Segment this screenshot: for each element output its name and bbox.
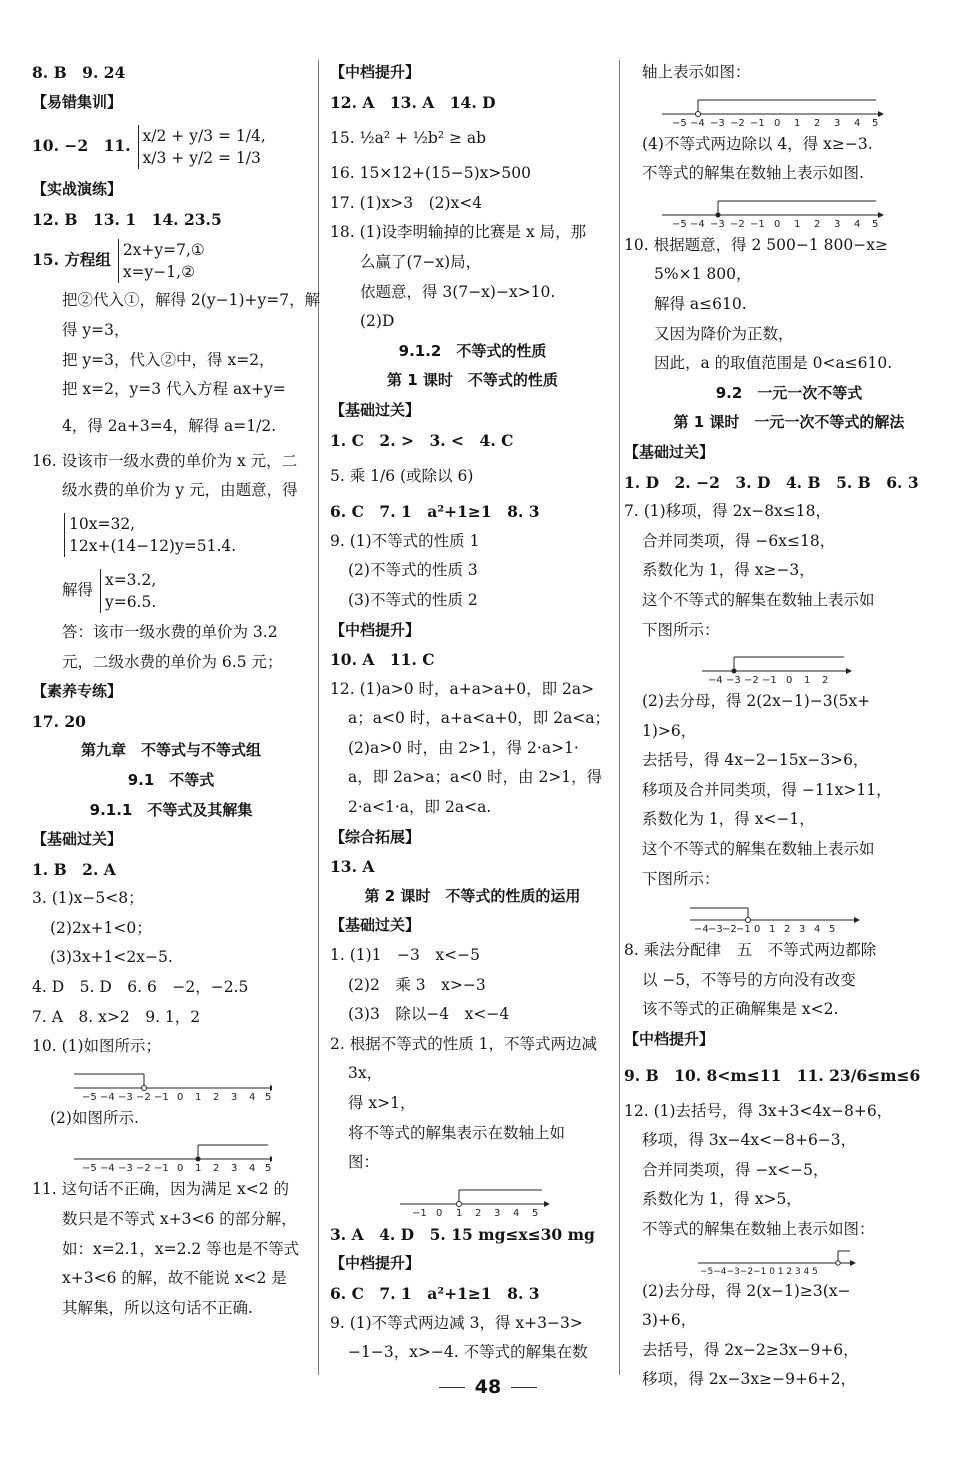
svg-text:0: 0 (177, 1091, 184, 1103)
answer-line: 轴上表示如图： (642, 63, 751, 81)
svg-text:4: 4 (854, 218, 861, 230)
answer-line: −1−3，x>−4. 不等式的解集在数 (348, 1343, 588, 1362)
equation-system (118, 239, 205, 283)
svg-text:1: 1 (456, 1207, 463, 1219)
svg-text:4: 4 (513, 1207, 520, 1219)
svg-text:−4: −4 (708, 675, 723, 687)
svg-text:−2: −2 (136, 1163, 151, 1175)
answer-line: 去括号，得 2x−2≥3x−9+6， (642, 1340, 859, 1359)
answer-line: (3)不等式的性质 2 (348, 590, 478, 609)
equation: x/3 + y/2 = 1/3 (142, 149, 261, 168)
answer-line: 得 y=3， (62, 320, 130, 339)
answer-line: 1. C 2. > 3. < 4. C (330, 430, 514, 450)
answer-line: 把 x=2，y=3 代入方程 ax+y= (62, 380, 286, 399)
svg-text:2: 2 (784, 924, 791, 936)
number-line-figure (624, 88, 954, 130)
answer-line: 其解集，所以这句话不正确. (62, 1298, 253, 1317)
answer-line: (4)不等式两边除以 4，得 x≥−3. (642, 134, 873, 153)
answer-line: 去括号，得 4x−2−15x−3>6， (642, 751, 869, 770)
answer-line: 9. B 10. 8<m≤11 11. 23/6≤m≤6 (624, 1065, 921, 1085)
answer-line: (2)2x+1<0； (50, 918, 152, 937)
section-header: 【中档提升】 (330, 1254, 421, 1273)
answer-line: 18. (1)设李明输掉的比赛是 x 局，那 (330, 223, 587, 242)
answer-line: (3)3x+1<2x−5. (50, 948, 173, 967)
section-header: 【中档提升】 (330, 620, 421, 639)
svg-text:5: 5 (872, 117, 879, 129)
svg-text:1: 1 (769, 924, 776, 936)
answer-line: 10. A 11. C (330, 650, 435, 670)
equation: 10x=32, (69, 514, 136, 533)
answer-line: 这个不等式的解集在数轴上表示如 (642, 590, 875, 609)
answer-line: (2)去分母，得 2(x−1)≥3(x− (642, 1281, 851, 1300)
number-line (624, 894, 904, 936)
equation: x/2 + y/3 = 1/4, (142, 127, 266, 146)
svg-text:0: 0 (774, 218, 781, 230)
answer-line: 3)+6， (642, 1311, 697, 1330)
svg-text:−3: −3 (710, 218, 725, 230)
svg-text:0: 0 (177, 1163, 184, 1175)
answer-line: (2)a>0 时，由 2>1，得 2·a>1· (348, 738, 579, 757)
lesson-title: 第 2 课时 不等式的性质的运用 (364, 886, 581, 905)
svg-text:−1: −1 (412, 1207, 427, 1219)
answer-line: 移项，得 3x−4x<−8+6−3， (642, 1131, 857, 1150)
lesson-title: 第 1 课时 一元一次不等式的解法 (673, 413, 905, 432)
answer-line: 1. (1)1 −3 x<−5 (330, 946, 480, 965)
answer-line: 该不等式的正确解集是 x<2. (642, 1000, 839, 1019)
svg-text:−3: −3 (118, 1163, 133, 1175)
answer-line: 4. D 5. D 6. 6 −2，−2.5 (32, 978, 249, 997)
answer-line: (3)3 除以−4 x<−4 (348, 1005, 510, 1024)
svg-text:−4: −4 (694, 924, 709, 936)
svg-text:1: 1 (195, 1163, 202, 1175)
svg-text:4: 4 (814, 924, 821, 936)
answer-line: (2)如图所示. (50, 1108, 139, 1127)
svg-text:1: 1 (804, 675, 811, 687)
svg-text:−4: −4 (690, 117, 705, 129)
answer-line: a；a<0 时，a+a<a+0，即 2a<a； (348, 709, 611, 728)
answer-line: x+3<6 的解，故不能说 x<2 是 (62, 1269, 287, 1288)
svg-text:−5: −5 (672, 117, 687, 129)
equation: 2x+y=7,① (122, 241, 205, 260)
section-header: 【易错集训】 (32, 92, 123, 111)
answer-line: 10. 根据题意，得 2 500−1 800−x≥ (624, 235, 888, 254)
answer-line: 3x， (348, 1064, 383, 1083)
svg-text:1: 1 (794, 117, 801, 129)
svg-text:0: 0 (754, 924, 761, 936)
answer-line: 9. (1)不等式的性质 1 (330, 531, 480, 550)
svg-text:−2: −2 (136, 1091, 151, 1103)
answer-line: 16. 15×12+(15−5)x>500 (330, 164, 531, 183)
answer-line: 7. (1)移项，得 2x−8x≤18， (624, 502, 832, 521)
section-title: 9.1 不等式 (127, 770, 215, 789)
subsection-title: 9.1.1 不等式及其解集 (89, 800, 253, 819)
number-line-figure (624, 894, 954, 936)
answer-line: 不等式的解集在数轴上表示如图： (642, 1220, 875, 1238)
svg-text:4: 4 (854, 117, 861, 129)
svg-text:−1: −1 (154, 1163, 169, 1175)
svg-text:−4: −4 (690, 218, 705, 230)
number-line-figure (330, 1178, 615, 1220)
answer-line: 解得 a≤610. (654, 294, 747, 313)
svg-text:3: 3 (231, 1163, 238, 1175)
answer-line: 以 −5，不等号的方向没有改变 (642, 970, 856, 989)
number-line (330, 1178, 600, 1220)
svg-text:2: 2 (814, 117, 821, 129)
answer-text: 10. −2 11. (32, 136, 131, 156)
answer-line: 元，二级水费的单价为 6.5 元； (62, 652, 283, 671)
column-divider-1 (318, 60, 319, 1375)
answer-line (32, 506, 310, 562)
answer-line: 6. C 7. 1 a²+1≥1 8. 3 (330, 502, 540, 522)
answer-line: 级水费的单价为 y 元，由题意，得 (62, 481, 298, 500)
svg-text:2: 2 (814, 218, 821, 230)
svg-text:5: 5 (265, 1163, 272, 1175)
answer-line: 1)>6， (642, 721, 697, 740)
svg-text:−2: −2 (722, 924, 737, 936)
answer-line: 3. A 4. D 5. 15 mg≤x≤30 mg (330, 1224, 595, 1244)
equation: 12x+(14−12)y=51.4. (69, 536, 237, 555)
answer-line: 11. 这句话不正确，因为满足 x<2 的 (32, 1180, 290, 1199)
answer-line: (2)D (360, 312, 395, 331)
answer-line: 2. 根据不等式的性质 1，不等式两边减 (330, 1034, 598, 1053)
svg-text:−3: −3 (118, 1091, 133, 1103)
svg-text:−3: −3 (710, 117, 725, 129)
svg-text:3: 3 (799, 924, 806, 936)
answer-line: 移项及合并同类项，得 −11x>11， (642, 780, 892, 799)
answer-line: 这个不等式的解集在数轴上表示如 (642, 840, 875, 859)
answer-line: 系数化为 1，得 x<−1， (642, 810, 815, 829)
svg-text:5: 5 (872, 218, 879, 230)
answer-line: (2)不等式的性质 3 (348, 561, 478, 580)
answer-line: 12. A 13. A 14. D (330, 92, 496, 112)
section-header: 【基础过关】 (32, 830, 123, 849)
section-header: 【基础过关】 (330, 916, 421, 935)
answer-line: 如：x=2.1，x=2.2 等也是不等式 (62, 1239, 300, 1258)
svg-text:2: 2 (213, 1091, 220, 1103)
answer-line: a，即 2a>a；a<0 时，由 2>1，得 (348, 768, 603, 787)
svg-text:−2: −2 (730, 117, 745, 129)
svg-text:3: 3 (231, 1091, 238, 1103)
answer-line: 么赢了(7−x)局， (360, 252, 482, 271)
number-line (624, 1245, 904, 1277)
dash-left (439, 1387, 465, 1388)
answer-line: 图： (348, 1153, 380, 1172)
number-line-figure (624, 1245, 954, 1277)
svg-text:−1: −1 (750, 117, 765, 129)
svg-text:−3: −3 (726, 675, 741, 687)
svg-text:0: 0 (774, 117, 781, 129)
answer-line: 系数化为 1，得 x>5， (642, 1190, 802, 1209)
answer-line: 依题意，得 3(7−x)−x>10. (360, 282, 556, 301)
svg-text:0: 0 (436, 1207, 443, 1219)
answer-line: 15. ½a² + ½b² ≥ ab (330, 129, 487, 148)
answer-text: 15. 方程组 (32, 250, 111, 270)
answer-line: 3. (1)x−5<8； (32, 889, 144, 908)
answer-line: 系数化为 1，得 x≥−3， (642, 561, 815, 580)
svg-text:−1: −1 (154, 1091, 169, 1103)
svg-text:−5: −5 (672, 218, 687, 230)
equation: x=y−1,② (122, 263, 195, 282)
number-line-figure (32, 1133, 310, 1175)
svg-text:−5−4−3−2−1 0 1 2 3 4 5: −5−4−3−2−1 0 1 2 3 4 5 (700, 1266, 818, 1277)
equation: x=3.2, (104, 570, 157, 589)
column-1 (32, 58, 321, 1323)
answer-line: 8. B 9. 24 (32, 63, 126, 82)
svg-text:−2: −2 (730, 218, 745, 230)
number-line (32, 1062, 272, 1104)
equation: y=6.5. (104, 592, 157, 611)
svg-text:5: 5 (532, 1207, 539, 1219)
lesson-title: 第 1 课时 不等式的性质 (387, 371, 558, 390)
answer-line: (2)去分母，得 2(2x−1)−3(5x+ (642, 692, 871, 711)
svg-text:1: 1 (195, 1091, 202, 1103)
equation-system (138, 125, 266, 169)
answer-line: 合并同类项，得 −6x≤18， (642, 531, 836, 550)
answer-line (32, 117, 310, 175)
answer-line (32, 562, 310, 618)
answer-line: 1. B 2. A (32, 859, 116, 879)
section-header: 【素养专练】 (32, 682, 123, 701)
svg-text:−2: −2 (744, 675, 759, 687)
answer-line: 不等式的解集在数轴上表示如图. (642, 164, 864, 183)
svg-text:1: 1 (794, 218, 801, 230)
answer-line: 因此，a 的取值范围是 0<a≤610. (654, 354, 893, 373)
answer-line: 1. D 2. −2 3. D 4. B 5. B 6. 3 (624, 472, 919, 492)
svg-text:3: 3 (834, 218, 841, 230)
svg-text:5: 5 (265, 1091, 272, 1103)
svg-text:−1: −1 (736, 924, 751, 936)
answer-line: 将不等式的解集表示在数轴上如 (348, 1123, 566, 1142)
svg-text:2: 2 (475, 1207, 482, 1219)
answer-line: 5. 乘 1/6 (或除以 6) (330, 467, 474, 486)
section-header: 【综合拓展】 (330, 827, 421, 846)
equation-system (64, 513, 236, 557)
answer-line: 得 x>1， (348, 1094, 416, 1112)
number-line (624, 189, 904, 231)
number-line (624, 88, 904, 130)
answer-line: 把②代入①，解得 2(y−1)+y=7，解 (62, 291, 321, 310)
svg-text:4: 4 (249, 1163, 256, 1175)
page-number (0, 1376, 976, 1398)
svg-text:0: 0 (786, 675, 793, 687)
svg-text:−5: −5 (82, 1091, 97, 1103)
answer-line: 12. (1)a>0 时，a+a>a+0，即 2a> (330, 679, 595, 698)
answer-line: 合并同类项，得 −x<−5， (642, 1160, 829, 1179)
svg-text:3: 3 (834, 117, 841, 129)
answer-line: 2·a<1·a，即 2a<a. (348, 798, 492, 817)
answer-line: 4，得 2a+3=4，解得 a=1/2. (62, 416, 277, 435)
number-line (32, 1133, 272, 1175)
number-line-figure (624, 189, 954, 231)
section-header: 【实战演练】 (32, 180, 123, 199)
answer-line (32, 234, 310, 286)
answer-text: 解得 (62, 580, 94, 599)
svg-text:2: 2 (822, 675, 829, 687)
chapter-title: 第九章 不等式与不等式组 (80, 741, 261, 760)
answer-line: 移项，得 2x−3x≥−9+6+2， (642, 1370, 857, 1389)
section-header: 【中档提升】 (624, 1030, 715, 1049)
svg-text:4: 4 (249, 1091, 256, 1103)
section-header: 【中档提升】 (330, 63, 421, 81)
svg-text:−3: −3 (708, 924, 723, 936)
answer-line: 12. (1)去括号，得 3x+3<4x−8+6， (624, 1101, 893, 1120)
answer-line: 下图所示： (642, 620, 720, 639)
page-number-text: 48 (474, 1376, 502, 1398)
column-3 (624, 58, 954, 1395)
answer-line: 数只是不等式 x+3<6 的部分解， (62, 1210, 297, 1229)
column-divider-2 (619, 60, 620, 1375)
answer-line: 下图所示： (642, 869, 720, 888)
answer-line: 17. (1)x>3 (2)x<4 (330, 193, 483, 212)
svg-text:−4: −4 (100, 1091, 115, 1103)
answer-line: 17. 20 (32, 711, 86, 731)
number-line (624, 645, 904, 687)
svg-text:2: 2 (213, 1163, 220, 1175)
svg-text:−1: −1 (762, 675, 777, 687)
section-header: 【基础过关】 (330, 400, 421, 419)
answer-line: 6. C 7. 1 a²+1≥1 8. 3 (330, 1283, 540, 1303)
answer-line: 5%×1 800， (654, 265, 752, 284)
answer-line: 10. (1)如图所示； (32, 1037, 162, 1056)
answer-line: 7. A 8. x>2 9. 1，2 (32, 1007, 201, 1026)
answer-line: 8. 乘法分配律 五 不等式两边都除 (624, 941, 877, 960)
column-2 (330, 58, 615, 1368)
equation-system (100, 569, 156, 613)
subsection-title: 9.1.2 不等式的性质 (398, 341, 547, 360)
svg-text:3: 3 (494, 1207, 501, 1219)
answer-line: 12. B 13. 1 14. 23.5 (32, 209, 222, 229)
answer-line: 把 y=3，代入②中，得 x=2， (62, 350, 275, 369)
svg-text:−5: −5 (82, 1163, 97, 1175)
answer-line: 16. 设该市一级水费的单价为 x 元，二 (32, 451, 298, 470)
section-title: 9.2 一元一次不等式 (715, 383, 863, 402)
number-line-figure (624, 645, 954, 687)
answer-line: 13. A (330, 857, 375, 877)
svg-text:5: 5 (829, 924, 836, 936)
number-line-figure (32, 1062, 310, 1104)
answer-line: 9. (1)不等式两边减 3，得 x+3−3> (330, 1313, 583, 1332)
dash-right (511, 1387, 537, 1388)
svg-text:−1: −1 (750, 218, 765, 230)
answer-line: 答：该市一级水费的单价为 3.2 (62, 622, 278, 641)
answer-line: (2)2 乘 3 x>−3 (348, 975, 486, 994)
answer-line: 又因为降价为正数， (654, 324, 794, 343)
section-header: 【基础过关】 (624, 442, 715, 461)
svg-text:−4: −4 (100, 1163, 115, 1175)
